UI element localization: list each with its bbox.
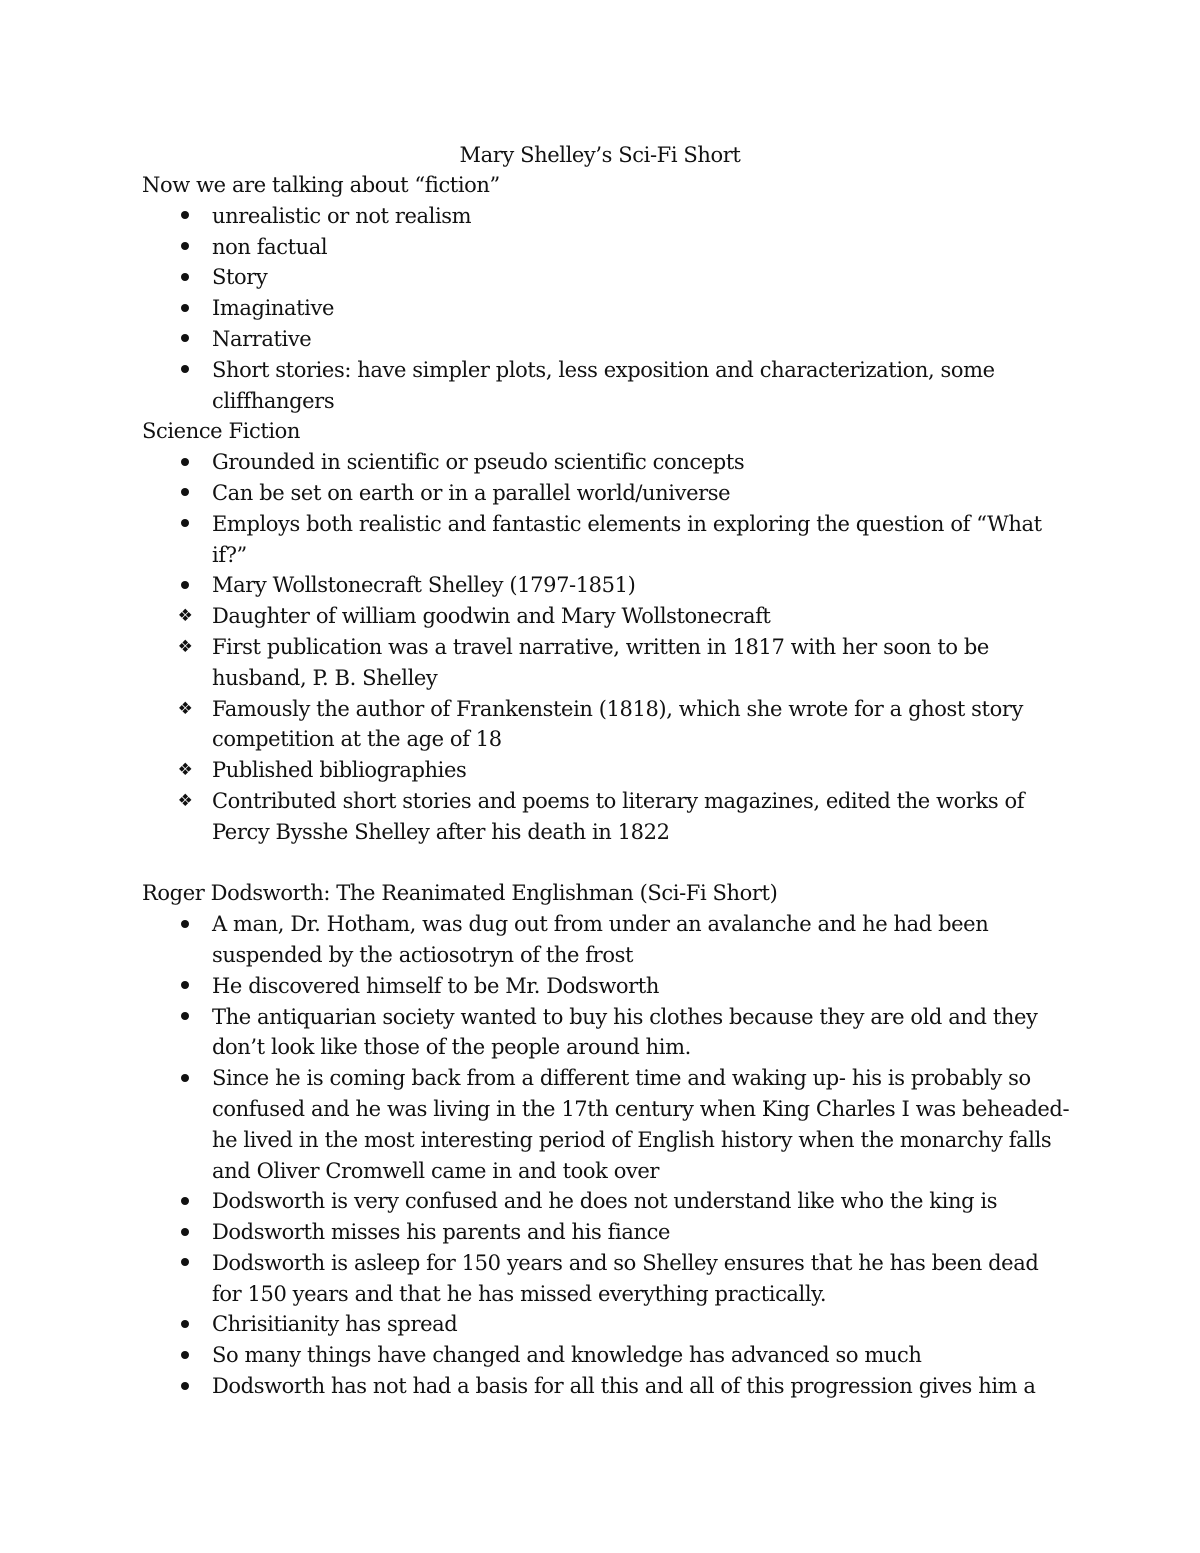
bullet-icon [172, 355, 198, 386]
list-item: Employs both realistic and fantastic elements in exploring the question of “What if?” [142, 509, 1072, 571]
list-item: Chrisitianity has spread [142, 1309, 1072, 1340]
list-item: non factual [142, 232, 1072, 263]
diamond-bullet-icon: ❖ [177, 790, 193, 811]
bullet-icon [172, 201, 198, 232]
sub-list-item: ❖ Contributed short stories and poems to literary magazines, edited the works of Percy Bysshe Shelley after his death in 1822 [142, 786, 1072, 848]
bullet-icon [172, 1371, 198, 1402]
bullet-icon [172, 262, 198, 293]
bullet-icon [172, 570, 198, 601]
bullet-icon [172, 509, 198, 540]
document-body [142, 170, 1072, 1402]
section-heading-fiction: Now we are talking about “fiction” [142, 173, 500, 197]
bullet-icon [172, 324, 198, 355]
list-item: Narrative [142, 324, 1072, 355]
list-item: Dodsworth has not had a basis for all this and all of this progression gives him a [142, 1371, 1072, 1402]
list-item: A man, Dr. Hotham, was dug out from under an avalanche and he had been suspended by the actiosotryn of the frost [142, 909, 1072, 971]
list-item: Short stories: have simpler plots, less exposition and characterization, some cliffhangers [142, 355, 1072, 417]
bullet-icon [172, 909, 198, 940]
bullet-icon [172, 1186, 198, 1217]
diamond-bullet-icon: ❖ [177, 606, 193, 627]
list-item: Imaginative [142, 293, 1072, 324]
sub-list-item: ❖ Famously the author of Frankenstein (1818), which she wrote for a ghost story competition at the age of 18 [142, 694, 1072, 756]
diamond-bullet-icon: ❖ [177, 698, 193, 719]
bullet-icon [172, 1217, 198, 1248]
list-item: Grounded in scientific or pseudo scientific concepts [142, 447, 1072, 478]
fiction-list [142, 201, 1072, 417]
sub-list-item: ❖ First publication was a travel narrative, written in 1817 with her soon to be husband, P. B. Shelley [142, 632, 1072, 694]
list-item: Can be set on earth or in a parallel world/universe [142, 478, 1072, 509]
bullet-icon [172, 1063, 198, 1094]
bullet-icon [172, 232, 198, 263]
bullet-icon [172, 971, 198, 1002]
bullet-icon [172, 1340, 198, 1371]
list-item: Since he is coming back from a different time and waking up- his is probably so confused and he was living in the 17th century when King Charles I was beheaded- he lived in the most interesting period of English history when the monarchy falls and Oliver Cromwell came in and took over [142, 1063, 1072, 1186]
list-item: The antiquarian society wanted to buy his clothes because they are old and they don’t look like those of the people around him. [142, 1002, 1072, 1064]
list-item: Dodsworth is asleep for 150 years and so Shelley ensures that he has been dead for 150 years and that he has missed everything practically. [142, 1248, 1072, 1310]
list-item: He discovered himself to be Mr. Dodsworth [142, 971, 1072, 1002]
sub-list-item: ❖ Published bibliographies [142, 755, 1072, 786]
list-item: Story [142, 262, 1072, 293]
section-heading-science-fiction: Science Fiction [142, 419, 301, 444]
list-item: Dodsworth misses his parents and his fiance [142, 1217, 1072, 1248]
sub-list-item: ❖ Daughter of william goodwin and Mary Wollstonecraft [142, 601, 1072, 632]
list-item: Mary Wollstonecraft Shelley (1797-1851) [142, 570, 1072, 601]
page-title: Mary Shelley’s Sci-Fi Short [459, 143, 741, 167]
bullet-icon [172, 1248, 198, 1279]
science-fiction-list [142, 447, 1072, 847]
list-item: Dodsworth is very confused and he does not understand like who the king is [142, 1186, 1072, 1217]
list-item: unrealistic or not realism [142, 201, 1072, 232]
bullet-icon [172, 478, 198, 509]
list-item: So many things have changed and knowledge has advanced so much [142, 1340, 1072, 1371]
diamond-bullet-icon: ❖ [177, 760, 193, 781]
diamond-bullet-icon: ❖ [177, 636, 193, 657]
dodsworth-list [142, 909, 1072, 1402]
bullet-icon [172, 447, 198, 478]
blank-line [142, 848, 1072, 879]
section-heading-roger-dodsworth: Roger Dodsworth: The Reanimated Englishman (Sci-Fi Short) [142, 881, 778, 906]
bullet-icon [172, 1002, 198, 1033]
bullet-icon [172, 293, 198, 324]
bullet-icon [172, 1309, 198, 1340]
